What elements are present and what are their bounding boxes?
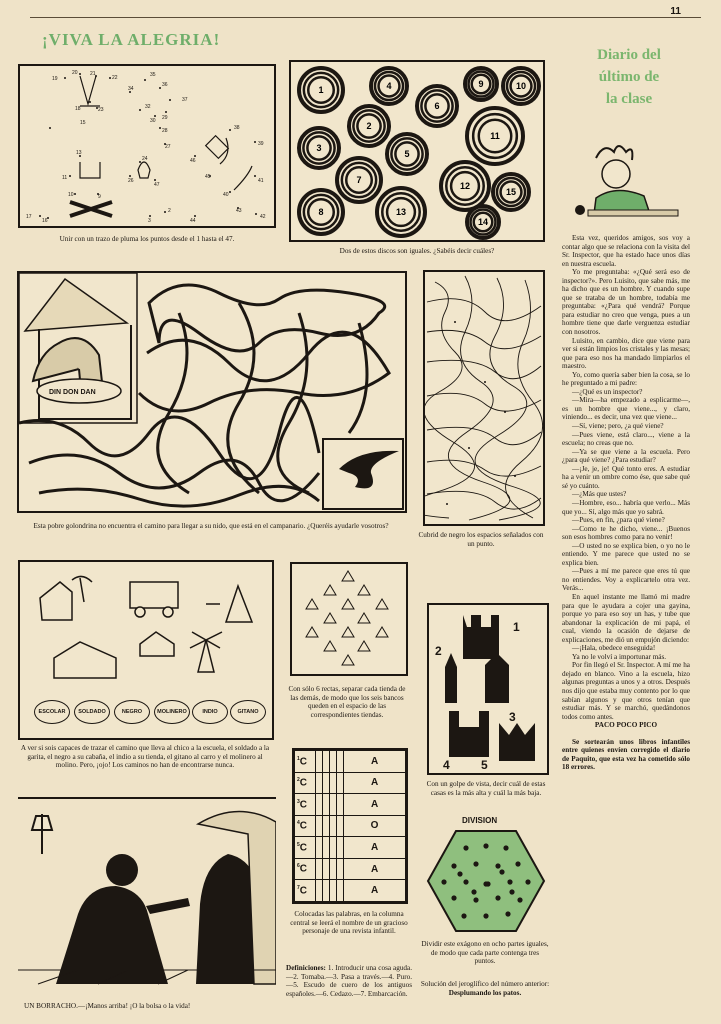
grid-row-number: 4 [297,820,300,827]
diary-paragraph: —O usted no se explica bien, o yo no le entiendo. Y me parece que usted no se explica bien. [562,541,690,567]
words-caption: Colocadas las palabras, en la columna central se leerá el nombre de un gracioso personaje de una revista infantil. [290,910,408,936]
grid-left-letter: C [299,885,308,897]
grid-empty-cell[interactable] [337,815,344,837]
hexagon-dot [495,895,500,900]
cartoon-caption: UN BORRACHO.—¡Manos arriba! ¡O la bolsa o la vida! [24,1002,191,1010]
diary-note: Se sortearán unos libros infantiles entre quienes envíen corregido el diario de Paquito, que esta vez ha cometido sólo 18 errores. [562,737,690,772]
svg-text:46: 46 [190,158,196,164]
diary-paragraph: —¿Qué es un inspector? [572,387,643,396]
disc-number: 14 [477,217,489,227]
discs-drawing [291,62,543,240]
diary-paragraph: —Hombre, eso... habría que verlo... Más que yo... Sí, algo más que yo sabrá. [562,498,690,516]
diary-column [562,234,690,772]
house-number-3: 3 [509,710,516,724]
grid-row-number: 5 [297,841,300,848]
svg-text:38: 38 [234,125,240,131]
grid-first-letter [295,858,316,880]
dots-caption: Unir con un trazo de pluma los puntos desde el 1 hasta el 47. [59,235,235,243]
svg-text:22: 22 [112,75,118,81]
disc-number: 3 [316,143,322,153]
disc [299,128,339,168]
grid-last-letter: A [344,837,406,859]
disc [465,68,497,100]
svg-text:17: 17 [26,214,32,220]
grid-empty-cell[interactable] [316,837,323,859]
grid-empty-cell[interactable] [316,751,323,773]
disc-number: 9 [478,79,484,89]
disc [503,68,539,104]
diary-paragraph: —Ya se que viene a la escuela. Pero ¿para qué viene? ¿Para estudiar? [562,447,690,465]
disc [377,188,425,236]
disc [349,106,389,146]
bell-text: DIN DON DAN [49,389,96,396]
svg-text:39: 39 [258,141,264,147]
person-gitano: GITANO [230,700,266,724]
diary-paragraph: En aquel instante me llamó mi madre para que le ayudara a cojer una gayina, porque yo para eso soy un has, y tube que abandonar la explicación de mi papá, el cual, viendo la ocasión de dejarse de explicaciones, me dió un empujón diciendo: [562,592,690,644]
grid-empty-cell[interactable] [330,772,337,794]
triangles-puzzle [290,562,408,676]
shading-caption: Cubrid de negro los espacios señalados con un punto. [418,531,544,548]
svg-text:28: 28 [162,128,168,134]
shading-drawing [425,272,543,524]
hexagon-dot [441,879,446,884]
maze-drawing [19,273,405,511]
disc [493,174,529,210]
grid-empty-cell[interactable] [337,880,344,902]
grid-empty-cell[interactable] [323,858,330,880]
svg-text:29: 29 [162,115,168,121]
disc-number: 5 [404,149,410,159]
division-title: DIVISION [462,816,498,825]
svg-text:9: 9 [98,194,101,200]
grid-empty-cell[interactable] [316,858,323,880]
top-rule [30,17,701,18]
svg-text:47: 47 [154,182,160,188]
tent-triangle [324,613,336,623]
tent-triangle [358,641,370,651]
grid-empty-cell[interactable] [323,794,330,816]
hexagon-dot [463,845,468,850]
diary-paragraph: —Pues, en fin, ¿para qué viene? [572,516,665,525]
grid-empty-cell[interactable] [323,815,330,837]
grid-first-letter [295,837,316,859]
grid-empty-cell[interactable] [316,794,323,816]
diary-paragraph: Esta vez, queridos amigos, sos voy a contar algo que se relaciona con la visita del Sr. Inspector, que ha estado hace unos días en nuestra escuela. [562,234,690,268]
word-grid [292,748,408,904]
grid-left-letter: C [299,799,308,811]
disc-number: 13 [395,207,407,217]
svg-text:18: 18 [75,106,81,112]
grid-empty-cell[interactable] [330,837,337,859]
hexagon-dot [473,861,478,866]
disc-number: 2 [366,121,372,131]
grid-left-letter: C [299,820,308,832]
disc-number: 10 [515,81,527,91]
dots-drawing [20,66,274,226]
hexagon-dot [483,843,488,848]
grid-first-letter [295,794,316,816]
word-grid-table [294,750,406,902]
svg-text:20: 20 [72,70,78,76]
svg-text:30: 30 [150,118,156,124]
hexagon-dot [451,863,456,868]
hexagon-dot [509,889,514,894]
hexagon-dot [517,897,522,902]
svg-text:36: 36 [162,82,168,88]
svg-text:27: 27 [165,144,171,150]
hexagon-dot [525,879,530,884]
person-negro: NEGRO [114,700,150,724]
diary-paragraph: —Sí, viene; pero, ¿a qué viene? [572,422,664,431]
grid-empty-cell[interactable] [337,794,344,816]
svg-text:35: 35 [150,72,156,78]
tent-triangle [324,585,336,595]
svg-text:10: 10 [68,192,74,198]
grid-empty-cell[interactable] [323,772,330,794]
maze-caption: Esta pobre golondrina no encuentra el camino para llegar a su nido, que está en el campanario. ¿Queréis ayudarle vosotros? [33,522,389,530]
house-number-5: 5 [481,758,488,772]
tent-triangle [324,641,336,651]
grid-empty-cell[interactable] [323,837,330,859]
disc-number: 7 [356,175,362,185]
disc [441,162,489,210]
tent-triangle [376,627,388,637]
grid-row-number: 1 [297,755,300,762]
triangles-drawing [292,564,406,674]
page-title: ¡VIVA LA ALEGRIA! [42,30,221,49]
person-molinero: MOLINERO [154,700,190,724]
word-grid-row [295,772,406,794]
grid-empty-cell[interactable] [330,815,337,837]
disc-number: 1 [318,85,324,95]
disc-number: 4 [386,81,392,91]
hexagon-dot [471,889,476,894]
svg-text:34: 34 [128,86,134,92]
diary-paragraph: —Pues a mí me parece que eres tú que no entiendes. Voy a explicartelo otra vez. Verás... [562,567,690,593]
disc-number: 6 [434,101,440,111]
house-number-4: 4 [443,758,450,772]
grid-first-letter [295,815,316,837]
tent-triangle [342,627,354,637]
connect-dots-puzzle [18,64,276,228]
disc [337,158,381,202]
grid-first-letter [295,751,316,773]
grid-empty-cell[interactable] [323,880,330,902]
grid-last-letter: A [344,858,406,880]
svg-text:21: 21 [90,71,96,77]
grid-last-letter: A [344,751,406,773]
svg-text:11: 11 [62,175,68,181]
hexagon-dot [507,879,512,884]
person-indio: INDIO [192,700,228,724]
person-soldado: SOLDADO [74,700,110,724]
solution-label: Solución del jeroglífico del número anterior: [420,980,550,988]
maze-puzzle [17,271,407,513]
svg-text:16: 16 [42,218,48,224]
definitions-text [286,964,412,998]
grid-empty-cell[interactable] [337,837,344,859]
house-number-1: 1 [513,620,520,634]
svg-text:42: 42 [260,214,266,220]
diary-paragraph: —Como te he dicho, viene... ¡Buenos son esos hombres como para no venir! [562,524,690,542]
grid-row-number: 7 [297,885,300,892]
tent-triangle [358,613,370,623]
grid-last-letter: A [344,772,406,794]
hexagon-drawing [426,828,546,934]
grid-first-letter [295,880,316,902]
hexagon-dot [461,913,466,918]
svg-text:44: 44 [190,218,196,224]
grid-empty-cell[interactable] [337,751,344,773]
disc-number: 8 [318,207,324,217]
houses-puzzle [427,603,549,775]
hexagon-dot [483,913,488,918]
definitions-body: 1. Introducir una cosa aguda.—2. Tomaba.—3. Pasa a través.—4. Puro.—5. Escudo de cuero de los antiguos españoles.—6. Cedazo.—7. Embarcación. [286,964,412,998]
grid-last-letter: A [344,794,406,816]
grid-empty-cell[interactable] [330,794,337,816]
grid-left-letter: C [299,863,308,875]
tent-triangle [306,627,318,637]
tent-triangle [376,599,388,609]
tent-triangle [306,599,318,609]
diary-paragraph: Por fin llegó el Sr. Inspector. A mí me ha dejado en blanco. Vino a la escuela, hizo algunas preguntas a unos y a otros. Después nos dijo que estaba muy contento por lo que sabían algunos y que otros tenían que estudiar más. Y se marchó, quedándonos todos como antes. [562,661,690,721]
hexagon-dot [483,881,488,886]
disc [417,86,457,126]
tent-triangle [358,585,370,595]
svg-text:19: 19 [52,76,58,82]
hexagon-dot [473,897,478,902]
houses-caption: Con un golpe de vista, decir cuál de estas casas es la más alta y cuál la más baja. [426,780,546,797]
disc-number: 11 [490,131,500,141]
svg-text:24: 24 [142,156,148,162]
svg-text:23: 23 [98,107,104,113]
grid-empty-cell[interactable] [316,880,323,902]
disc [371,68,407,104]
paths-caption: A ver si sois capaces de trazar el camino que lleva al chico a la escuela, el soldado a la garita, el negro a su cabaña, el indio a su tienda, el gitano al carro y el molinero al molino. Pero, ¡ojo! Los caminos no han de encontrarse nunca. [20,744,270,770]
grid-row-number: 2 [297,777,300,784]
svg-text:40: 40 [223,192,229,198]
diary-paragraph: Ya no le volví a importunar más. [572,652,667,661]
grid-empty-cell[interactable] [330,751,337,773]
hexagon-dot [463,879,468,884]
grid-left-letter: C [299,842,308,854]
diary-paragraph: —¡Je, je, je! Qué tonto eres. A estudiar ha a venir un ombre como ése, que sabe qué sé yo cuánto. [562,464,690,490]
diary-signature: PACO POCO PICO [594,721,658,730]
tent-triangle [342,599,354,609]
shading-puzzle [423,270,545,526]
diary-paragraph: Yo, como quería saber bien la cosa, se lo he preguntado a mi padre: [562,370,690,388]
hexagon-dot [451,895,456,900]
diary-paragraph: —Pues viene, está claro..., viene a la escuela; no creas que no. [562,430,690,448]
word-grid-row [295,751,406,773]
hexagon-dot [503,845,508,850]
grid-row-number: 6 [297,863,300,870]
grid-empty-cell[interactable] [330,880,337,902]
drunk-cartoon [18,794,276,992]
person-escolar: ESCOLAR [34,700,70,724]
diary-paragraph: Yo me preguntaba: «¿Qué será eso de inspector?». Pero Luisito, que sabe más, me ha dicho que es un hombre. Y cuando supe que se trataba de un hombre, todabía me preguntaba: «¿Para qué vendrá? Porque para estudiar no creo que venga, pues a un hombre tiene que darle verguenza estudiar con nosotros. [562,268,690,337]
disc [467,108,523,164]
grid-empty-cell[interactable] [323,751,330,773]
word-grid-row [295,837,406,859]
grid-empty-cell[interactable] [330,858,337,880]
discs-caption: Dos de estos discos son iguales. ¿Sabéis decir cuáles? [339,247,495,255]
disc [299,68,343,112]
word-grid-row [295,880,406,902]
svg-text:41: 41 [258,178,264,184]
hexagon-dot [457,871,462,876]
grid-left-letter: C [299,755,308,767]
disc [387,134,427,174]
disc [299,190,343,234]
hexagon-dot [505,911,510,916]
hexagon-dot [515,861,520,866]
definitions-label: Definiciones: [286,964,326,972]
grid-last-letter: A [344,880,406,902]
svg-text:26: 26 [128,178,134,184]
page-number: 11 [670,6,681,17]
solution-answer: Desplumando los patos. [448,988,522,997]
svg-text:45: 45 [205,174,211,180]
houses-drawing [429,605,547,773]
diary-title: Diario del último de la clase [597,47,661,107]
grid-left-letter: C [299,777,308,789]
word-grid-row [295,815,406,837]
tent-triangle [342,655,354,665]
diary-paragraph: —¿Más que ustes? [572,490,627,499]
grid-last-letter: O [344,815,406,837]
grid-empty-cell[interactable] [316,815,323,837]
division-caption: Dividir este exágono en ocho partes iguales, de modo que cada parte contenga tres puntos. [421,940,549,966]
svg-text:15: 15 [80,120,86,126]
diary-paragraphs [562,234,690,721]
svg-text:37: 37 [182,97,188,103]
svg-text:43: 43 [236,208,242,214]
triangles-caption: Con sólo 6 rectas, separar cada tienda de las demás, de modo que los seis bancos queden en el espacio de las correspondientes tiendas. [288,685,406,719]
diary-paragraph: —¡Hala, obedece enseguida! [572,644,656,653]
svg-text:3: 3 [148,218,151,224]
hexagon-dot [499,869,504,874]
svg-text:2: 2 [168,208,171,214]
word-grid-row [295,794,406,816]
grid-empty-cell[interactable] [337,772,344,794]
house-number-2: 2 [435,644,442,658]
svg-text:13: 13 [76,150,82,156]
disc-number: 12 [459,181,471,191]
disc-number: 15 [505,187,517,197]
grid-empty-cell[interactable] [316,772,323,794]
boy-writing-illustration [566,138,686,228]
tent-triangle [342,571,354,581]
grid-first-letter [295,772,316,794]
grid-row-number: 3 [297,798,300,805]
discs-puzzle [289,60,545,242]
disc [467,206,499,238]
svg-text:32: 32 [145,104,151,110]
diary-paragraph: Luisito, en cambio, dice que viene para ver si están limpios los cristales y las mesas; que para eso nos ha mandado limpiarlos el maestro. [562,336,690,371]
word-grid-row [295,858,406,880]
hexagon-dot [495,863,500,868]
grid-empty-cell[interactable] [337,858,344,880]
solution-text [420,980,550,997]
diary-paragraph: —Mira—ha empezado a esplicarme—, es un hombre que viene..., y claro, viniendo... es decir, una vez que viene... [562,396,690,422]
